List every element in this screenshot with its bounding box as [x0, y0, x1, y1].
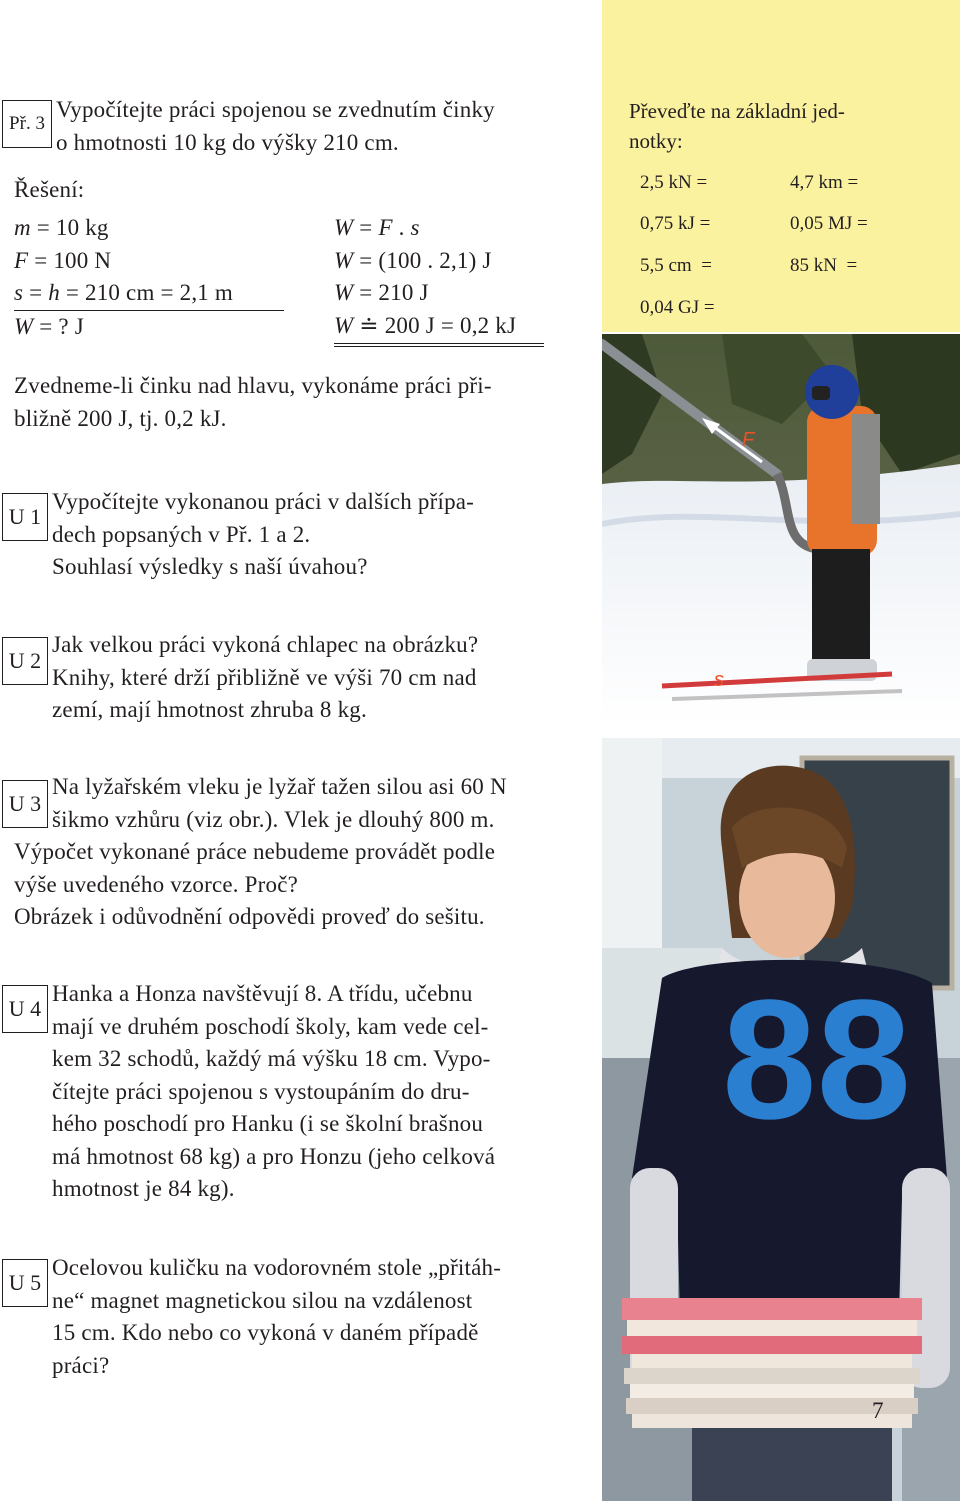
task-line: výše uvedeného vzorce. Proč? [14, 871, 299, 897]
task-label-u4: U 4 [2, 985, 48, 1033]
calculation [334, 212, 544, 347]
boy-with-books-photo [602, 738, 960, 1501]
task-line: Hanka a Honza navštěvují 8. A třídu, učebnu [52, 981, 473, 1006]
example-conclusion [14, 370, 594, 435]
conversion-item: 2,5 kN = [640, 172, 708, 193]
given-values [14, 212, 284, 343]
task-line: kem 32 schodů, každý má výšku 18 cm. Vypo- [52, 1046, 491, 1071]
task-line: čítejte práci spojenou s vystoupáním do dru- [52, 1078, 470, 1104]
example-statement [56, 94, 586, 159]
conclusion-line: Zvedneme-li činku nad hlavu, vykonáme práci při- [14, 373, 492, 398]
force-label: F [742, 429, 755, 451]
given-line-mass: m = 10 kg [14, 215, 109, 240]
task-line: práci? [52, 1352, 110, 1378]
conversion-title [629, 96, 929, 156]
shirt-number-graphic: 88 [722, 965, 912, 1155]
example-label: Př. 3 [2, 100, 52, 148]
task-line: 15 cm. Kdo nebo co vykoná v daném případě [52, 1320, 479, 1345]
conversion-item: 0,75 kJ = [640, 213, 711, 234]
calc-line-formula: W = F . s [334, 215, 420, 240]
given-line-force: F = 100 N [14, 247, 112, 273]
conversion-item: 0,05 MJ = [790, 213, 868, 234]
task-line: Jak velkou práci vykoná chlapec na obrázku? [52, 632, 479, 657]
task-line: má hmotnost 68 kg) a pro Honzu (jeho celková [52, 1143, 496, 1169]
distance-label: s [714, 669, 724, 691]
task-label-u3: U 3 [2, 780, 48, 828]
page-number: 7 [872, 1398, 884, 1423]
task-u5-text [52, 1252, 592, 1382]
conclusion-line: bližně 200 J, tj. 0,2 kJ. [14, 405, 227, 431]
task-line: dech popsaných v Př. 1 a 2. [52, 521, 311, 547]
task-line: Výpočet vykonané práce nebudeme provádět podle [14, 839, 496, 864]
conversion-item: 4,7 km = [790, 172, 859, 193]
task-line: ne“ magnet magnetickou silou na vzdálenost [52, 1287, 473, 1313]
task-u2-text [52, 629, 582, 727]
calc-line-final: W ≐ 200 J = 0,2 kJ [334, 310, 544, 348]
conversion-item: 5,5 cm = [640, 255, 712, 276]
given-line-unknown: W = ? J [14, 313, 84, 339]
ski-lift-photo [602, 334, 960, 726]
example-statement-line: Vypočítejte práci spojenou se zvednutím činky [56, 97, 495, 122]
task-label-u2: U 2 [2, 637, 48, 685]
unit-conversion-panel [602, 0, 960, 332]
boy-illustration [602, 738, 960, 1501]
task-line: zemí, mají hmotnost zhruba 8 kg. [52, 697, 367, 722]
task-u1-text [52, 486, 582, 584]
task-label-u1: U 1 [2, 493, 48, 541]
conversion-title-line: Převeďte na základní jed- [629, 99, 845, 123]
example-statement-line: o hmotnosti 10 kg do výšky 210 cm. [56, 129, 399, 155]
task-line: hmotnost je 84 kg). [52, 1176, 235, 1201]
task-line: Ocelovou kuličku na vodorovném stole „přitáh- [52, 1255, 502, 1280]
calc-line-substitution: W = (100 . 2,1) J [334, 247, 492, 273]
task-u4-text [52, 978, 592, 1206]
task-line: mají ve druhém poschodí školy, kam vede cel- [52, 1013, 489, 1039]
task-u3-text [52, 771, 592, 836]
conversion-title-line: notky: [629, 129, 683, 153]
given-line-distance: s = h = 210 cm = 2,1 m [14, 277, 284, 311]
task-label-u5: U 5 [2, 1259, 48, 1307]
task-line: Na lyžařském vleku je lyžař tažen silou asi 60 N [52, 774, 507, 799]
conversion-item: 85 kN = [790, 255, 858, 276]
task-line: šikmo vzhůru (viz obr.). Vlek je dlouhý 800 m. [52, 806, 495, 832]
solution-heading: Řešení: [14, 177, 85, 202]
task-u3-continuation [14, 836, 594, 934]
ski-lift-illustration [602, 334, 960, 726]
task-line: Souhlasí výsledky s naší úvahou? [52, 554, 368, 579]
conversion-item: 0,04 GJ = [640, 297, 715, 318]
task-line: hého poschodí pro Hanku (i se školní brašnou [52, 1111, 484, 1136]
task-line: Knihy, které drží přibližně ve výši 70 cm nad [52, 664, 477, 690]
task-line: Vypočítejte vykonanou práci v dalších přípa- [52, 489, 475, 514]
calc-line-result: W = 210 J [334, 280, 429, 305]
task-line: Obrázek i odůvodnění odpovědi proveď do sešitu. [14, 904, 485, 929]
